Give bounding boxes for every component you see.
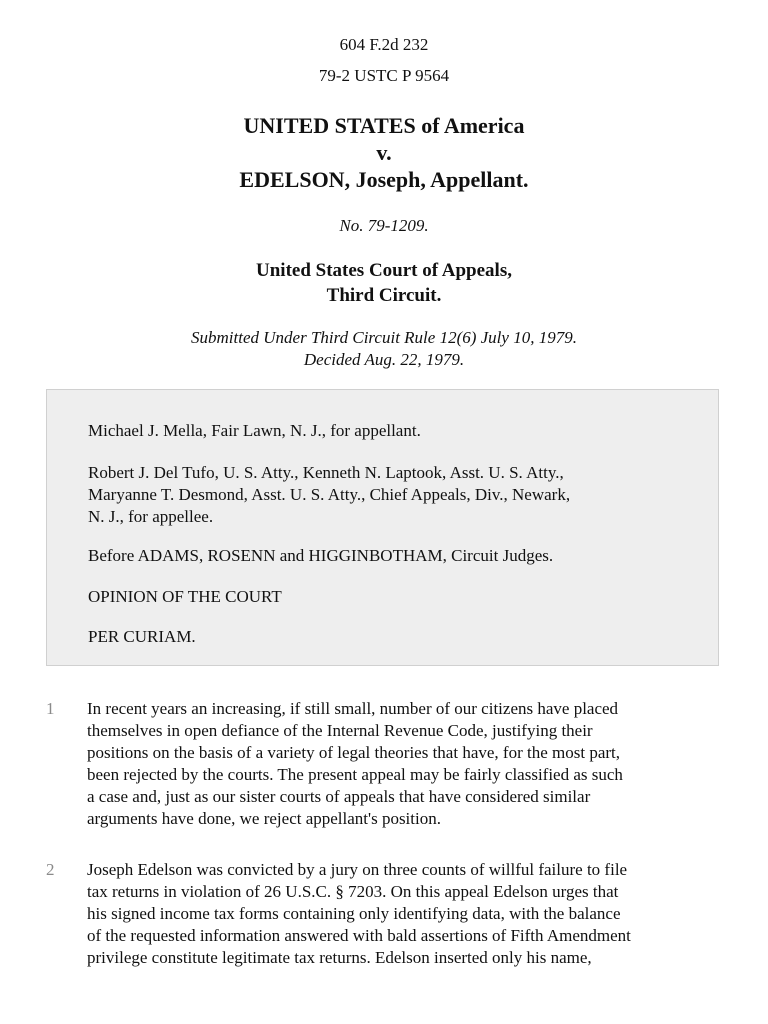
- paragraph-line: been rejected by the courts. The present appeal may be fairly classified as such: [87, 765, 623, 784]
- paragraph-line: Joseph Edelson was convicted by a jury on three counts of willful failure to file: [87, 860, 628, 879]
- appellee-counsel-line: N. J., for appellee.: [88, 507, 214, 526]
- paragraph-number: 2: [46, 860, 55, 879]
- paragraph-text: [87, 859, 727, 969]
- paragraph-line: arguments have done, we reject appellant's position.: [87, 809, 441, 828]
- paragraph-line: positions on the basis of a variety of legal theories that have, for the most part,: [87, 743, 621, 762]
- submitted-date: Submitted Under Third Circuit Rule 12(6) July 10, 1979.: [191, 328, 577, 347]
- docket-number: No. 79-1209.: [339, 216, 429, 235]
- paragraph-line: of the requested information answered with bald assertions of Fifth Amendment: [87, 926, 631, 945]
- paragraph-line: his signed income tax forms containing only identifying data, with the balance: [87, 904, 621, 923]
- reporter-citation: 604 F.2d 232: [339, 35, 429, 54]
- counsel-box: [46, 389, 719, 666]
- appellee-counsel-line: Maryanne T. Desmond, Asst. U. S. Atty., Chief Appeals, Div., Newark,: [88, 485, 571, 504]
- defendant-name: EDELSON, Joseph, Appellant.: [239, 167, 529, 192]
- decided-date: Decided Aug. 22, 1979.: [303, 350, 465, 369]
- appellant-counsel: Michael J. Mella, Fair Lawn, N. J., for appellant.: [88, 421, 421, 440]
- paragraph-line: privilege constitute legitimate tax returns. Edelson inserted only his name,: [87, 948, 592, 967]
- paragraph-line: In recent years an increasing, if still small, number of our citizens have placed: [87, 699, 619, 718]
- appellee-counsel-line: Robert J. Del Tufo, U. S. Atty., Kenneth N. Laptook, Asst. U. S. Atty.,: [88, 463, 564, 482]
- paragraph-line: tax returns in violation of 26 U.S.C. § 7203. On this appeal Edelson urges that: [87, 882, 619, 901]
- versus-label: v.: [376, 140, 392, 165]
- tax-citation: 79-2 USTC P 9564: [318, 66, 450, 85]
- paragraph-text: [87, 698, 727, 830]
- paragraph-number: 1: [46, 699, 55, 718]
- per-curiam: PER CURIAM.: [88, 627, 196, 646]
- judges-panel: Before ADAMS, ROSENN and HIGGINBOTHAM, Circuit Judges.: [88, 546, 554, 565]
- paragraph-line: a case and, just as our sister courts of appeals that have considered similar: [87, 787, 591, 806]
- paragraph-line: themselves in open defiance of the Internal Revenue Code, justifying their: [87, 721, 593, 740]
- plaintiff-name: UNITED STATES of America: [243, 113, 525, 138]
- opinion-heading: OPINION OF THE COURT: [88, 587, 282, 606]
- court-line-2: Third Circuit.: [326, 285, 442, 306]
- court-line-1: United States Court of Appeals,: [256, 260, 512, 281]
